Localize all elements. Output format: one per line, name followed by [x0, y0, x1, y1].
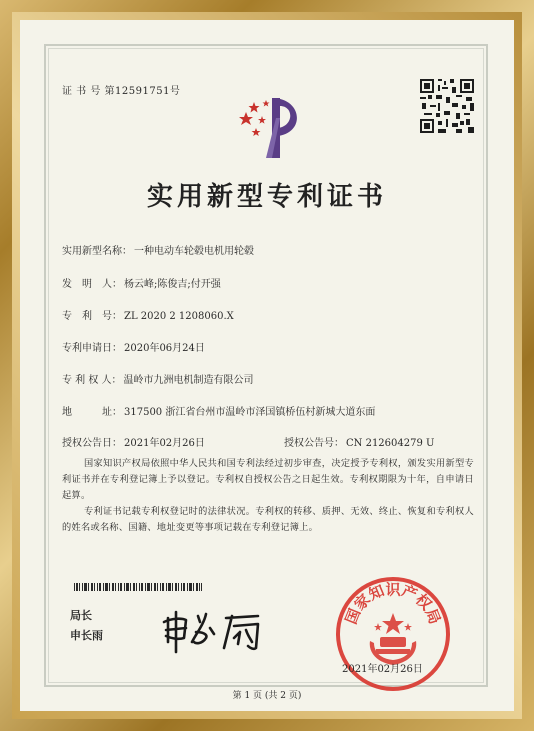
field-label: 授权公告号：: [284, 438, 344, 449]
page-title: 实用新型专利证书: [146, 182, 387, 212]
patentee-row: [62, 371, 254, 386]
certificate-number: 证 书 号 第12591751号: [62, 86, 181, 97]
field-value: 一种电动车轮毂电机用轮毂: [134, 246, 254, 257]
qr-code-icon: [420, 79, 474, 133]
field-label: 专 利 号：: [62, 311, 122, 322]
seal-text: 国家知识产权局: [341, 580, 445, 627]
field-value: CN 212604279 U: [346, 438, 435, 449]
filing-date-row: [62, 339, 205, 354]
utility-model-name-row: [62, 242, 254, 257]
field-value: 温岭市九洲电机制造有限公司: [123, 375, 254, 386]
address-row: [62, 403, 375, 418]
field-label: 专 利 权 人：: [62, 375, 122, 386]
field-value: 2021年02月26日: [124, 438, 205, 449]
field-label: 授权公告日：: [62, 438, 122, 449]
signatory-title: 局长: [70, 609, 92, 622]
inventor-row: [62, 275, 221, 290]
field-value: 317500 浙江省台州市温岭市泽国镇桥伍村新城大道东面: [124, 407, 376, 418]
seal-date: 2021年02月26日: [342, 664, 423, 675]
legal-status-paragraph: 专利证书记载专利权登记时的法律状况。专利权的转移、质押、无效、终止、恢复和专利权人的姓名或名称、国籍、地址变更等事项记载在专利登记簿上。: [62, 506, 474, 533]
field-label: 发 明 人：: [62, 279, 122, 290]
field-label: 实用新型名称：: [62, 246, 132, 257]
cnipa-logo-icon: [232, 92, 308, 164]
field-value: 2020年06月24日: [124, 343, 205, 354]
handwritten-signature-icon: [160, 608, 270, 654]
field-label: 地 址：: [62, 407, 122, 418]
grant-date-row: [62, 434, 205, 449]
official-seal-icon: [334, 575, 452, 693]
patent-number-row: [62, 307, 234, 322]
grant-number-row: [284, 434, 434, 449]
field-label: 专利申请日：: [62, 343, 122, 354]
field-value: 杨云峰;陈俊吉;付开强: [124, 279, 221, 290]
certificate-paper: [20, 20, 514, 711]
page-number: 第 1 页 (共 2 页): [232, 691, 302, 701]
grant-statement-paragraph: 国家知识产权局依照中华人民共和国专利法经过初步审查，决定授予专利权，颁发实用新型专利证书并在专利登记簿上予以登记。专利权自授权公告之日起生效。专利权期限为十年，自申请日起算。: [62, 458, 474, 501]
barcode-icon: [74, 583, 202, 591]
field-value: ZL 2020 2 1208060.X: [124, 311, 234, 322]
signatory-name: 申长雨: [70, 629, 103, 642]
